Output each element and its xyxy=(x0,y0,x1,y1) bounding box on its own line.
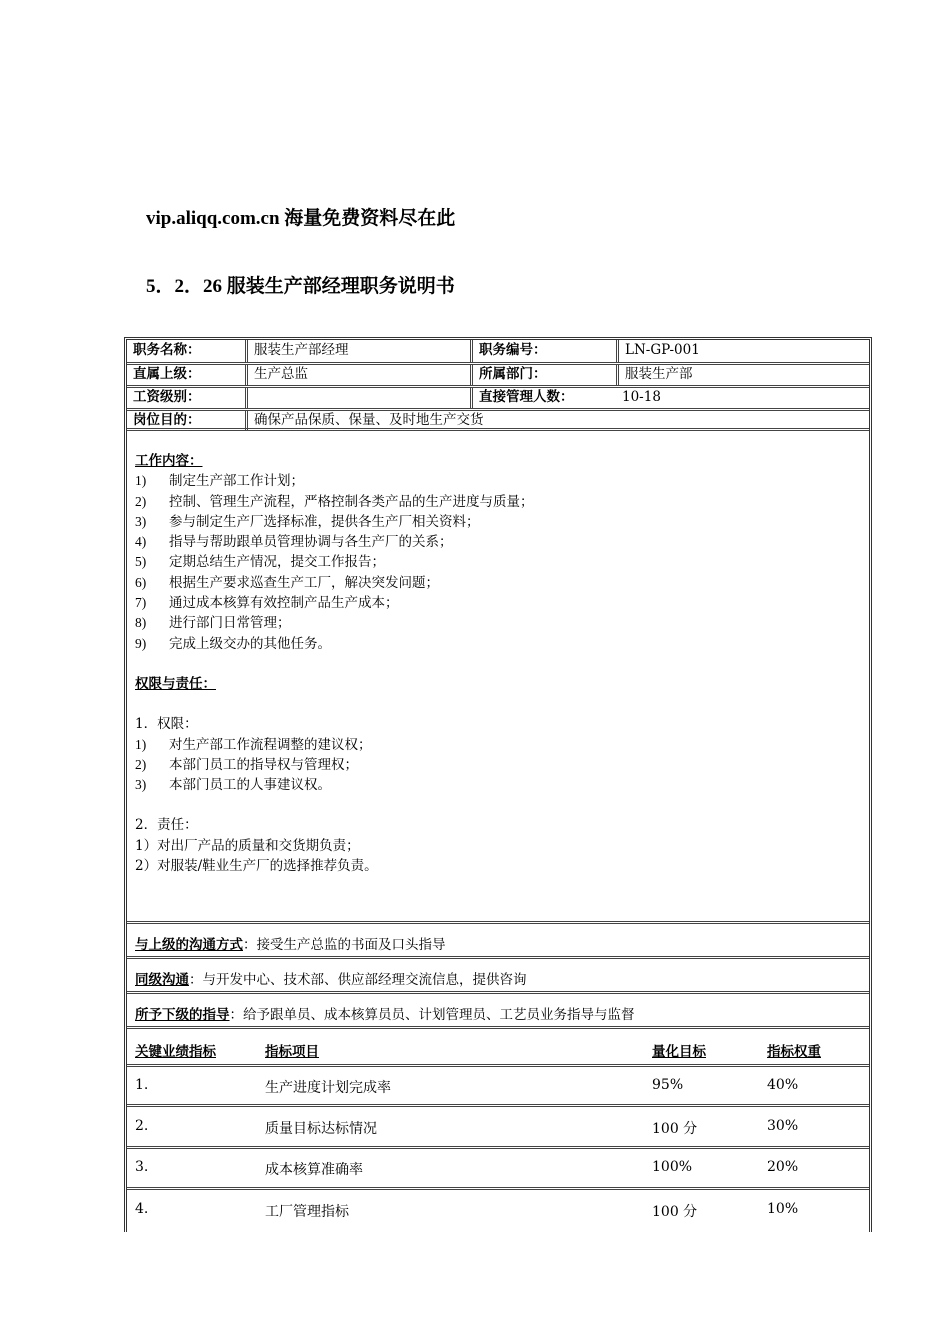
work-item-text: 通过成本核算有效控制产品生产成本； xyxy=(169,595,399,612)
work-item-number: 1) xyxy=(135,473,147,489)
peer-communication xyxy=(135,968,527,988)
kpi-row-2-weight: 30% xyxy=(767,1118,799,1134)
divider xyxy=(127,1104,869,1107)
work-item-4 xyxy=(135,532,534,552)
site-line: vip.aliqq.com.cn 海量免费资料尽在此 xyxy=(146,208,456,229)
work-item-number: 3) xyxy=(135,513,147,529)
kpi-row-4-item: 工厂管理指标 xyxy=(265,1204,349,1220)
duty-list xyxy=(135,836,534,877)
divider xyxy=(127,991,869,994)
work-item-text: 根据生产要求巡查生产工厂，解决突发问题； xyxy=(169,574,439,591)
work-item-8 xyxy=(135,613,534,633)
job-code-value: LN-GP-001 xyxy=(616,340,869,362)
kpi-row-1-weight: 40% xyxy=(767,1077,799,1093)
work-item-number: 9) xyxy=(135,635,147,651)
purpose-value: 确保产品保质、保量、及时地生产交货 xyxy=(245,410,869,431)
work-item-number: 8) xyxy=(135,615,147,631)
superior-value: 生产总监 xyxy=(245,364,470,385)
work-item-number: 5) xyxy=(135,554,147,570)
work-content-list xyxy=(135,471,534,654)
kpi-header-indicator: 关键业绩指标 xyxy=(135,1044,216,1060)
work-item-text: 定期总结生产情况，提交工作报告； xyxy=(169,554,385,571)
staff-value: 10-18 xyxy=(622,389,661,405)
authority-title: 权限与责任： xyxy=(135,675,216,692)
kpi-row-3-target: 100% xyxy=(652,1159,693,1175)
kpi-header-target: 量化目标 xyxy=(652,1044,706,1060)
duty-title: 2．责任： xyxy=(135,817,198,834)
work-item-text: 制定生产部工作计划； xyxy=(169,473,304,490)
work-item-number: 4) xyxy=(135,534,147,550)
work-item-2 xyxy=(135,492,534,512)
duty-item-2: 2）对服装/鞋业生产厂的选择推荐负责。 xyxy=(135,858,378,875)
rights-title: 1．权限： xyxy=(135,716,198,733)
duty-item-1: 1）对出厂产品的质量和交货期负责； xyxy=(135,837,360,854)
lower-guidance xyxy=(135,1003,635,1023)
work-item-7 xyxy=(135,593,534,613)
divider xyxy=(127,428,869,431)
right-item-number: 1) xyxy=(135,736,147,752)
right-item-text: 本部门员工的人事建议权。 xyxy=(169,777,331,794)
lower-guidance-text: ：给予跟单员、成本核算员员、计划管理员、工艺员业务指导与监督 xyxy=(229,1007,635,1023)
peer-comm-label: 同级沟通 xyxy=(135,972,189,988)
dept-label: 所属部门： xyxy=(470,364,616,385)
kpi-header-item: 指标项目 xyxy=(265,1044,319,1060)
right-item-number: 3) xyxy=(135,777,147,793)
job-description-table xyxy=(124,337,872,1232)
upper-communication xyxy=(135,933,446,953)
salary-label: 工资级别： xyxy=(133,389,201,405)
work-item-5 xyxy=(135,552,534,572)
job-name-value: 服装生产部经理 xyxy=(245,340,470,362)
upper-comm-label: 与上级的沟通方式 xyxy=(135,937,243,953)
rights-list xyxy=(135,735,534,796)
kpi-row-1-target: 95% xyxy=(652,1077,684,1093)
kpi-row-4-weight: 10% xyxy=(767,1201,799,1217)
divider xyxy=(127,921,869,924)
right-item-number: 2) xyxy=(135,756,147,772)
staff-label: 直接管理人数： xyxy=(470,387,616,408)
kpi-row-1-item: 生产进度计划完成率 xyxy=(265,1080,391,1096)
work-item-6 xyxy=(135,573,534,593)
superior-label: 直属上级： xyxy=(133,366,201,382)
kpi-header-weight: 指标权重 xyxy=(767,1044,821,1060)
divider xyxy=(127,956,869,959)
divider xyxy=(127,1187,869,1190)
right-item-1 xyxy=(135,735,534,755)
kpi-row-2-target: 100 分 xyxy=(652,1121,698,1137)
work-item-3 xyxy=(135,512,534,532)
job-code-label: 职务编号： xyxy=(470,340,616,362)
work-item-text: 参与制定生产厂选择标准，提供各生产厂相关资料； xyxy=(169,513,480,530)
row-job-name xyxy=(127,340,869,362)
purpose-label: 岗位目的： xyxy=(133,412,201,428)
right-item-text: 对生产部工作流程调整的建议权； xyxy=(169,736,372,753)
divider xyxy=(127,1146,869,1149)
kpi-row-1-no: 1. xyxy=(135,1077,149,1093)
work-content-title: 工作内容： xyxy=(135,453,203,469)
lower-guidance-label: 所予下级的指导 xyxy=(135,1007,230,1023)
row-salary xyxy=(127,387,869,408)
salary-value xyxy=(245,387,470,408)
work-item-text: 进行部门日常管理； xyxy=(169,615,291,632)
divider xyxy=(127,1064,869,1067)
work-item-9 xyxy=(135,634,534,654)
divider xyxy=(127,1026,869,1029)
kpi-row-3-no: 3. xyxy=(135,1159,149,1175)
work-content-section xyxy=(135,451,534,876)
work-item-1 xyxy=(135,471,534,491)
work-item-text: 完成上级交办的其他任务。 xyxy=(169,635,331,652)
work-item-number: 7) xyxy=(135,595,147,611)
work-item-text: 指导与帮助跟单员管理协调与各生产厂的关系； xyxy=(169,534,453,551)
kpi-row-4-target: 100 分 xyxy=(652,1204,698,1220)
right-item-3 xyxy=(135,775,534,795)
right-item-text: 本部门员工的指导权与管理权； xyxy=(169,756,358,773)
kpi-row-3-item: 成本核算准确率 xyxy=(265,1162,363,1178)
row-superior xyxy=(127,364,869,385)
work-item-text: 控制、管理生产流程，严格控制各类产品的生产进度与质量； xyxy=(169,493,534,510)
kpi-row-3-weight: 20% xyxy=(767,1159,799,1175)
right-item-2 xyxy=(135,755,534,775)
work-item-number: 6) xyxy=(135,574,147,590)
peer-comm-text: ：与开发中心、技术部、供应部经理交流信息，提供咨询 xyxy=(189,972,527,988)
kpi-row-2-item: 质量目标达标情况 xyxy=(265,1121,377,1137)
upper-comm-text: ：接受生产总监的书面及口头指导 xyxy=(243,937,446,953)
document-title: 5．2．26 服装生产部经理职务说明书 xyxy=(146,276,455,297)
work-item-number: 2) xyxy=(135,493,147,509)
kpi-row-4-no: 4. xyxy=(135,1201,149,1217)
job-name-label: 职务名称： xyxy=(133,342,201,358)
kpi-row-2-no: 2. xyxy=(135,1118,149,1134)
dept-value: 服装生产部 xyxy=(616,364,869,385)
